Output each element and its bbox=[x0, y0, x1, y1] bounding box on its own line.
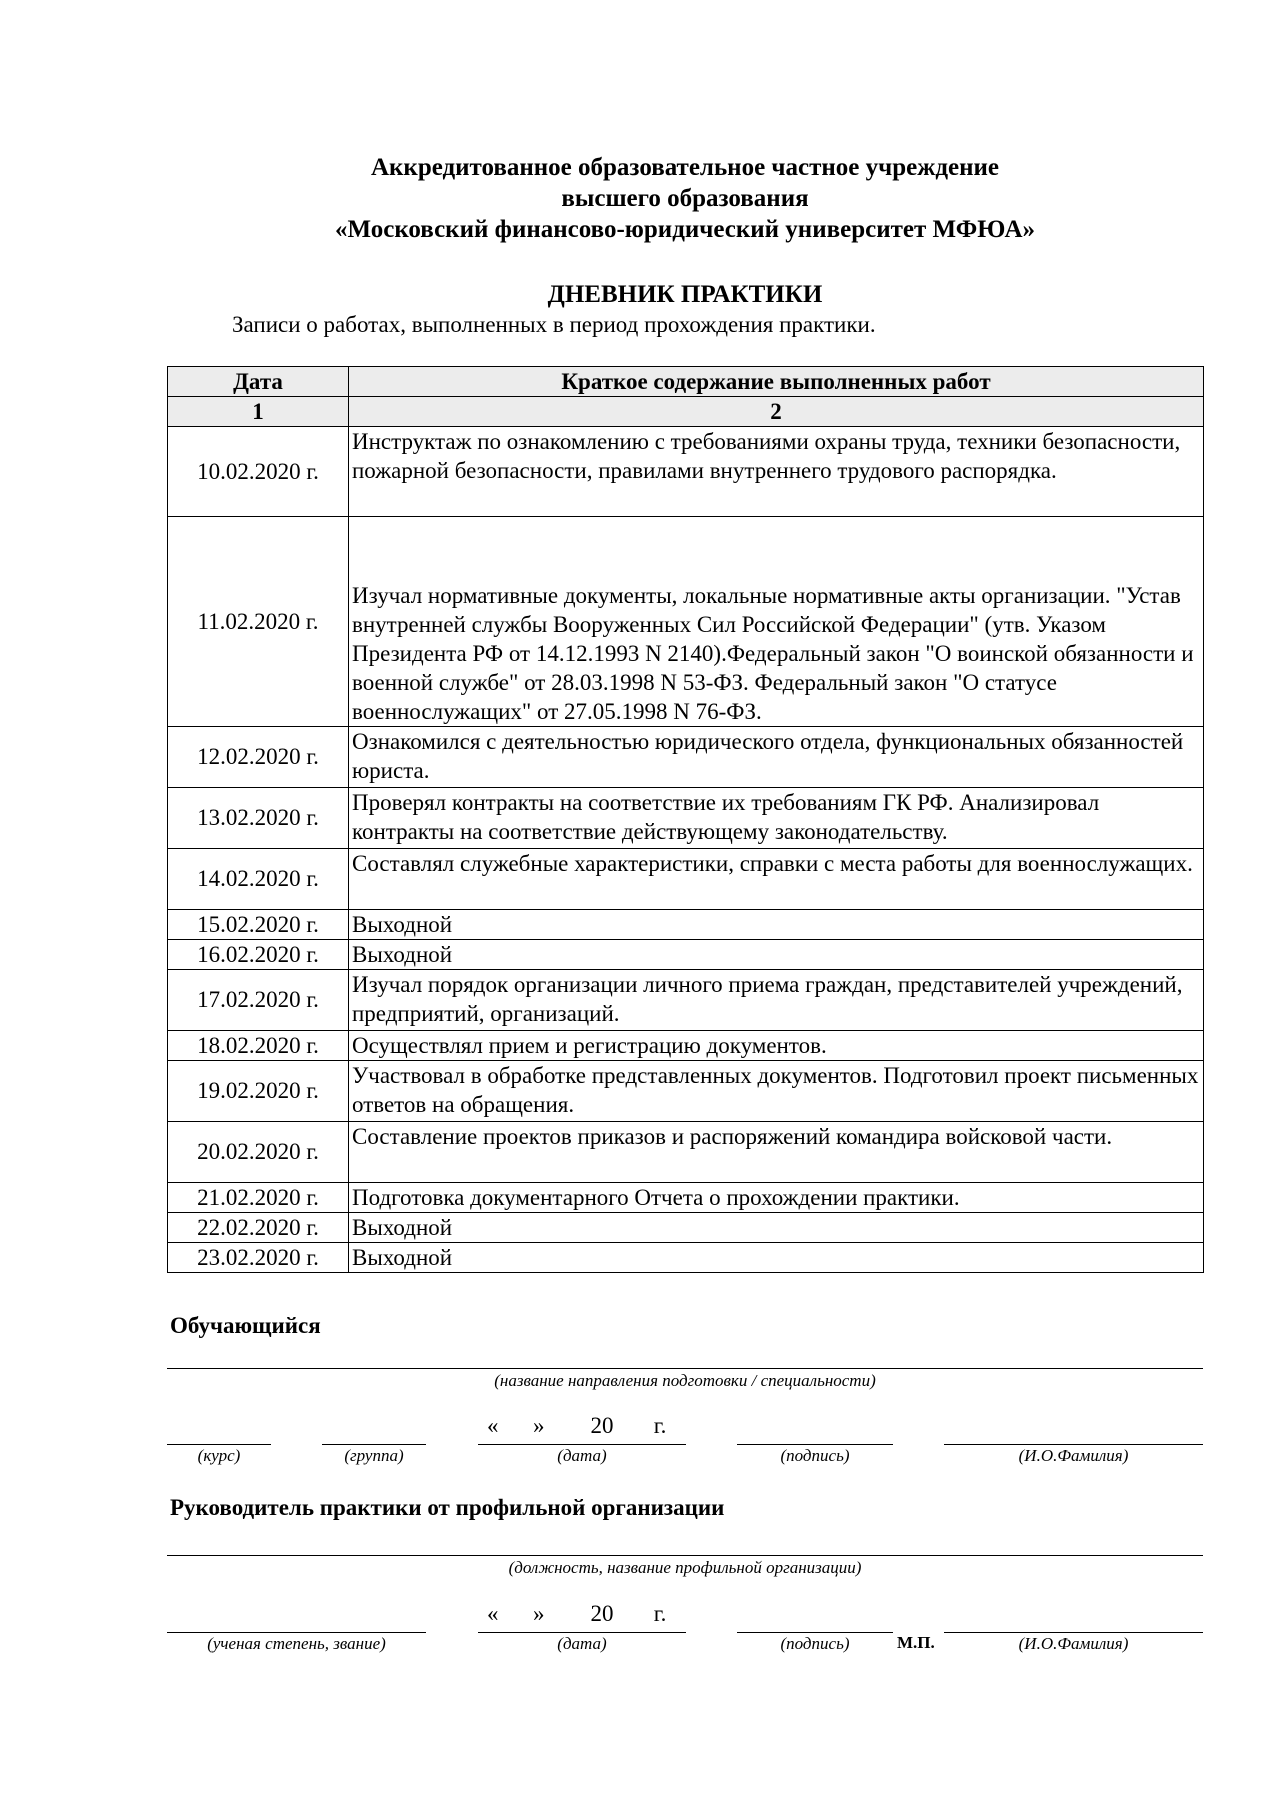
row-text: Подготовка документарного Отчета о прохождении практики. bbox=[349, 1183, 1204, 1213]
table-number-row bbox=[168, 397, 1204, 427]
specialty-caption: (название направления подготовки / специальности) bbox=[494, 1371, 876, 1390]
table-row bbox=[168, 1183, 1204, 1213]
row-date: 19.02.2020 г. bbox=[168, 1061, 349, 1122]
row-date: 20.02.2020 г. bbox=[168, 1122, 349, 1183]
table-row bbox=[168, 427, 1204, 517]
row-date: 12.02.2020 г. bbox=[168, 727, 349, 788]
signature-caption: (подпись) bbox=[780, 1634, 850, 1653]
column-header-date: Дата bbox=[168, 367, 349, 397]
column-number: 1 bbox=[168, 397, 349, 427]
column-header-content: Краткое содержание выполненных работ bbox=[349, 367, 1204, 397]
date-fill: « » 20 г. bbox=[487, 1601, 667, 1626]
table-row bbox=[168, 1031, 1204, 1061]
page-title: ДНЕВНИК ПРАКТИКИ bbox=[547, 281, 823, 308]
course-line[interactable] bbox=[167, 1444, 271, 1445]
row-text: Выходной bbox=[349, 1213, 1204, 1243]
specialty-line[interactable] bbox=[167, 1368, 1203, 1369]
name-caption: (И.О.Фамилия) bbox=[1018, 1446, 1129, 1465]
date-line[interactable] bbox=[478, 1632, 686, 1633]
row-date: 11.02.2020 г. bbox=[168, 517, 349, 727]
header-line: Аккредитованное образовательное частное учреждение bbox=[370, 154, 1000, 181]
table-row bbox=[168, 970, 1204, 1031]
row-text: Изучал порядок организации личного приема граждан, представителей учреждений, предприятий, организаций. bbox=[349, 970, 1204, 1031]
diary-table bbox=[167, 366, 1204, 1273]
stamp-label: М.П. bbox=[897, 1633, 935, 1652]
table-row bbox=[168, 1213, 1204, 1243]
row-text: Ознакомился с деятельностью юридического отдела, функциональных обязанностей юриста. bbox=[349, 727, 1204, 788]
date-fill: « » 20 г. bbox=[487, 1413, 667, 1438]
table-row bbox=[168, 1243, 1204, 1273]
date-line[interactable] bbox=[478, 1444, 686, 1445]
row-date: 14.02.2020 г. bbox=[168, 849, 349, 910]
header-line: высшего образования bbox=[561, 185, 809, 212]
table-row bbox=[168, 1061, 1204, 1122]
table-row bbox=[168, 940, 1204, 970]
row-date: 16.02.2020 г. bbox=[168, 940, 349, 970]
name-line[interactable] bbox=[944, 1444, 1203, 1445]
table-header-row bbox=[168, 367, 1204, 397]
student-section-title: Обучающийся bbox=[170, 1313, 321, 1338]
table-row bbox=[168, 1122, 1204, 1183]
table-row bbox=[168, 517, 1204, 727]
table-row bbox=[168, 849, 1204, 910]
table-row bbox=[168, 727, 1204, 788]
signature-line[interactable] bbox=[737, 1444, 893, 1445]
name-line[interactable] bbox=[944, 1632, 1203, 1633]
row-date: 13.02.2020 г. bbox=[168, 788, 349, 849]
position-caption: (должность, название профильной организации) bbox=[508, 1558, 862, 1577]
header-line: «Московский финансово-юридический университет МФЮА» bbox=[334, 216, 1036, 243]
position-line[interactable] bbox=[167, 1555, 1203, 1556]
row-date: 23.02.2020 г. bbox=[168, 1243, 349, 1273]
row-text: Участвовал в обработке представленных документов. Подготовил проект письменных ответов на обращения. bbox=[349, 1061, 1204, 1122]
row-text: Осуществлял прием и регистрацию документов. bbox=[349, 1031, 1204, 1061]
group-caption: (группа) bbox=[344, 1446, 404, 1465]
course-caption: (курс) bbox=[197, 1446, 241, 1465]
signature-caption: (подпись) bbox=[780, 1446, 850, 1465]
date-caption: (дата) bbox=[557, 1634, 607, 1653]
column-number: 2 bbox=[349, 397, 1204, 427]
intro-text: Записи о работах, выполненных в период прохождения практики. bbox=[232, 312, 876, 337]
supervisor-section-title: Руководитель практики от профильной организации bbox=[170, 1495, 725, 1520]
row-date: 15.02.2020 г. bbox=[168, 910, 349, 940]
row-text: Составление проектов приказов и распоряжений командира войсковой части. bbox=[349, 1122, 1204, 1183]
row-date: 17.02.2020 г. bbox=[168, 970, 349, 1031]
table-row bbox=[168, 910, 1204, 940]
row-date: 22.02.2020 г. bbox=[168, 1213, 349, 1243]
row-text: Проверял контракты на соответствие их требованиям ГК РФ. Анализировал контракты на соответствие действующему законодательству. bbox=[349, 788, 1204, 849]
row-date: 18.02.2020 г. bbox=[168, 1031, 349, 1061]
group-line[interactable] bbox=[322, 1444, 426, 1445]
row-text: Выходной bbox=[349, 1243, 1204, 1273]
row-text: Составлял служебные характеристики, справки с места работы для военнослужащих. bbox=[349, 849, 1204, 910]
row-text: Выходной bbox=[349, 940, 1204, 970]
row-text: Выходной bbox=[349, 910, 1204, 940]
degree-line[interactable] bbox=[167, 1632, 426, 1633]
date-caption: (дата) bbox=[557, 1446, 607, 1465]
row-text: Инструктаж по ознакомлению с требованиями охраны труда, техники безопасности, пожарной безопасности, правилами внутреннего трудового распорядка. bbox=[349, 427, 1204, 517]
row-date: 21.02.2020 г. bbox=[168, 1183, 349, 1213]
row-text: Изучал нормативные документы, локальные нормативные акты организации. "Устав внутренней службы Вооруженных Сил Российской Федерации" (утв. Указом Президента РФ от 14.12.1993 N 2140).Федеральный закон "О воинской обязанности и военной службе" от 28.03.1998 N 53-ФЗ. Федеральный закон "О статусе военнослужащих" от 27.05.1998 N 76-ФЗ. bbox=[349, 517, 1204, 727]
degree-caption: (ученая степень, звание) bbox=[207, 1634, 386, 1653]
table-row bbox=[168, 788, 1204, 849]
university-header bbox=[0, 152, 1280, 245]
signature-line[interactable] bbox=[737, 1632, 893, 1633]
row-date: 10.02.2020 г. bbox=[168, 427, 349, 517]
name-caption: (И.О.Фамилия) bbox=[1018, 1634, 1129, 1653]
